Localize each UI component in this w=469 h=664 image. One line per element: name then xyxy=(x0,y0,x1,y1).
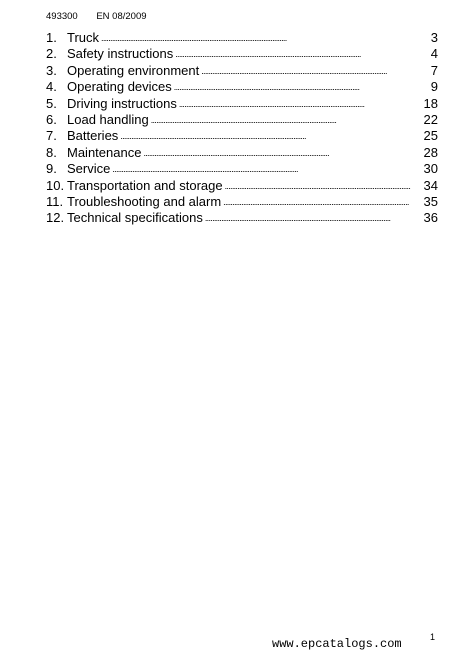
toc-entry-title: Safety instructions xyxy=(67,46,174,62)
toc-dot-leader xyxy=(120,127,421,144)
toc-entry-page: 30 xyxy=(423,161,438,177)
footer-url-watermark: www.epcatalogs.com xyxy=(272,637,402,651)
edition-label: EN 08/2009 xyxy=(96,11,147,22)
toc-entry-transportation-and-storage[interactable] xyxy=(46,178,438,194)
toc-entry-safety-instructions[interactable] xyxy=(46,46,438,62)
document-number: 493300 xyxy=(46,11,78,22)
toc-entry-page: 36 xyxy=(423,210,438,226)
toc-entry-number: 9. xyxy=(46,161,57,177)
toc-entry-page: 3 xyxy=(430,30,438,45)
toc-dot-leader xyxy=(143,144,421,161)
toc-entry-service[interactable] xyxy=(46,161,438,177)
toc-entry-technical-specifications[interactable] xyxy=(46,210,438,226)
toc-dot-leader xyxy=(225,177,422,194)
toc-entry-page: 34 xyxy=(423,177,438,193)
toc-entry-number: 8. xyxy=(46,144,57,160)
toc-entry-batteries[interactable] xyxy=(46,128,438,144)
toc-entry-number: 6. xyxy=(46,111,57,127)
toc-dot-leader xyxy=(205,209,422,226)
toc-entry-page: 28 xyxy=(423,144,438,160)
toc-entry-title: Transportation and storage xyxy=(67,177,223,193)
toc-entry-number: 1. xyxy=(46,30,57,45)
toc-entry-page: 25 xyxy=(423,128,438,144)
toc-entry-number: 2. xyxy=(46,46,57,62)
toc-entry-title: Maintenance xyxy=(67,144,142,160)
toc-entry-operating-devices[interactable] xyxy=(46,79,438,95)
toc-entry-number: 10. xyxy=(46,177,65,193)
toc-entry-title: Truck xyxy=(67,30,100,45)
toc-entry-title: Technical specifications xyxy=(67,210,203,226)
toc-dot-leader xyxy=(201,62,429,79)
toc-dot-leader xyxy=(174,78,429,95)
page-number: 1 xyxy=(430,632,436,642)
toc-entry-maintenance[interactable] xyxy=(46,145,438,161)
toc-entry-title: Operating environment xyxy=(67,62,200,78)
toc-entry-title: Load handling xyxy=(67,111,149,127)
toc-entry-title: Service xyxy=(67,161,111,177)
toc-entry-page: 4 xyxy=(430,46,438,62)
toc-entry-number: 12. xyxy=(46,210,65,226)
toc-entry-driving-instructions[interactable] xyxy=(46,96,438,112)
toc-entry-title: Operating devices xyxy=(67,79,172,95)
toc-dot-leader xyxy=(175,45,429,62)
toc-dot-leader xyxy=(151,111,422,128)
toc-dot-leader xyxy=(101,29,429,46)
toc-entry-title: Batteries xyxy=(67,128,119,144)
toc-entry-number: 4. xyxy=(46,79,57,95)
toc-dot-leader xyxy=(112,160,421,177)
table-of-contents xyxy=(46,30,438,227)
document-header xyxy=(46,11,147,22)
toc-entry-page: 18 xyxy=(423,95,438,111)
toc-entry-page: 35 xyxy=(423,193,438,209)
toc-dot-leader xyxy=(223,193,421,210)
toc-entry-load-handling[interactable] xyxy=(46,112,438,128)
toc-entry-page: 22 xyxy=(423,111,438,127)
toc-entry-number: 3. xyxy=(46,62,57,78)
toc-dot-leader xyxy=(179,95,422,112)
toc-entry-page: 7 xyxy=(430,62,438,78)
toc-entry-title: Troubleshooting and alarm xyxy=(67,193,222,209)
toc-entry-page: 9 xyxy=(430,79,438,95)
toc-entry-number: 7. xyxy=(46,128,57,144)
toc-entry-operating-environment[interactable] xyxy=(46,63,438,79)
toc-entry-number: 5. xyxy=(46,95,57,111)
toc-entry-truck[interactable] xyxy=(46,30,438,46)
toc-entry-number: 11. xyxy=(46,193,64,209)
toc-entry-troubleshooting-and-alarm[interactable] xyxy=(46,194,438,210)
toc-entry-title: Driving instructions xyxy=(67,95,177,111)
